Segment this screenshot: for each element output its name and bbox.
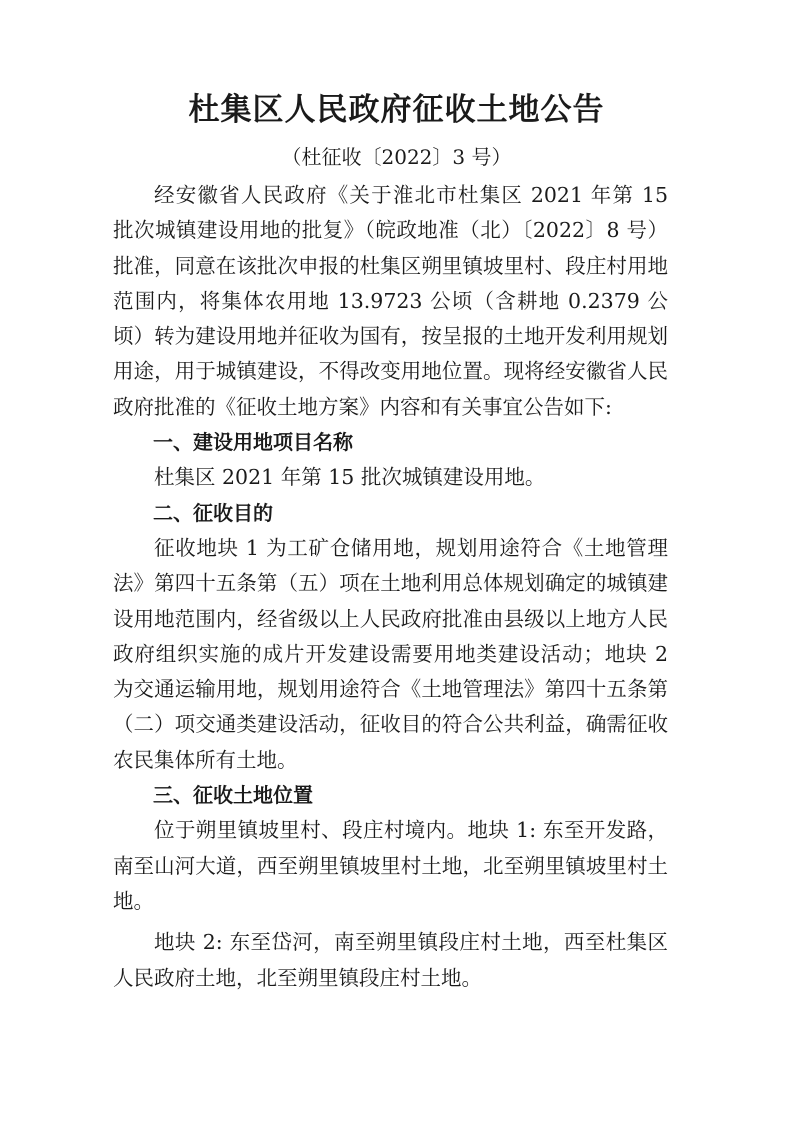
document-title: 杜集区人民政府征收土地公告 xyxy=(188,92,605,128)
section-paragraph: 位于朔里镇坡里村、段庄村境内。地块 1: 东至开发路，南至山河大道，西至朔里镇坡里村土地，北至朔里镇坡里村土地。 xyxy=(113,818,668,913)
section-heading: 一、建设用地项目名称 xyxy=(153,430,353,455)
document-body xyxy=(113,178,668,996)
section-purpose xyxy=(113,496,668,778)
section-heading: 二、征收目的 xyxy=(153,500,273,525)
section-paragraph: 杜集区 2021 年第 15 批次城镇建设用地。 xyxy=(154,465,546,490)
document-number: （杜征收〔2022〕3 号） xyxy=(281,145,512,169)
section-heading: 三、征收土地位置 xyxy=(153,783,313,808)
section-paragraph: 地块 2: 东至岱河，南至朔里镇段庄村土地，西至杜集区人民政府土地，北至朔里镇段庄村土地。 xyxy=(113,930,668,990)
section-paragraph: 征收地块 1 为工矿仓储用地，规划用途符合《土地管理法》第四十五条第（五）项在土地利用总体规划确定的城镇建设用地范围内，经省级以上人民政府批准由县级以上地方人民政府组织实施的成片开发建设需要用地类建设活动；地块 2 为交通运输用地，规划用途符合《土地管理法》第四十五条第（二）项交通类建设活动，征收目的符合公共利益，确需征收农民集体所有土地。 xyxy=(113,535,668,772)
intro-paragraph: 经安徽省人民政府《关于淮北市杜集区 2021 年第 15 批次城镇建设用地的批复》（皖政地准（北）〔2022〕8 号）批准，同意在该批次申报的杜集区朔里镇坡里村、段庄村用地范围内，将集体农用地 13.9723 公顷（含耕地 0.2379 公顷）转为建设用地并征收为国有，按呈报的土地开发利用规划用途，用于城镇建设，不得改变用地位置。现将经安徽省人民政府批准的《征收土地方案》内容和有关事宜公告如下: xyxy=(113,183,668,419)
section-project-name xyxy=(113,425,668,496)
section-location xyxy=(113,778,668,996)
